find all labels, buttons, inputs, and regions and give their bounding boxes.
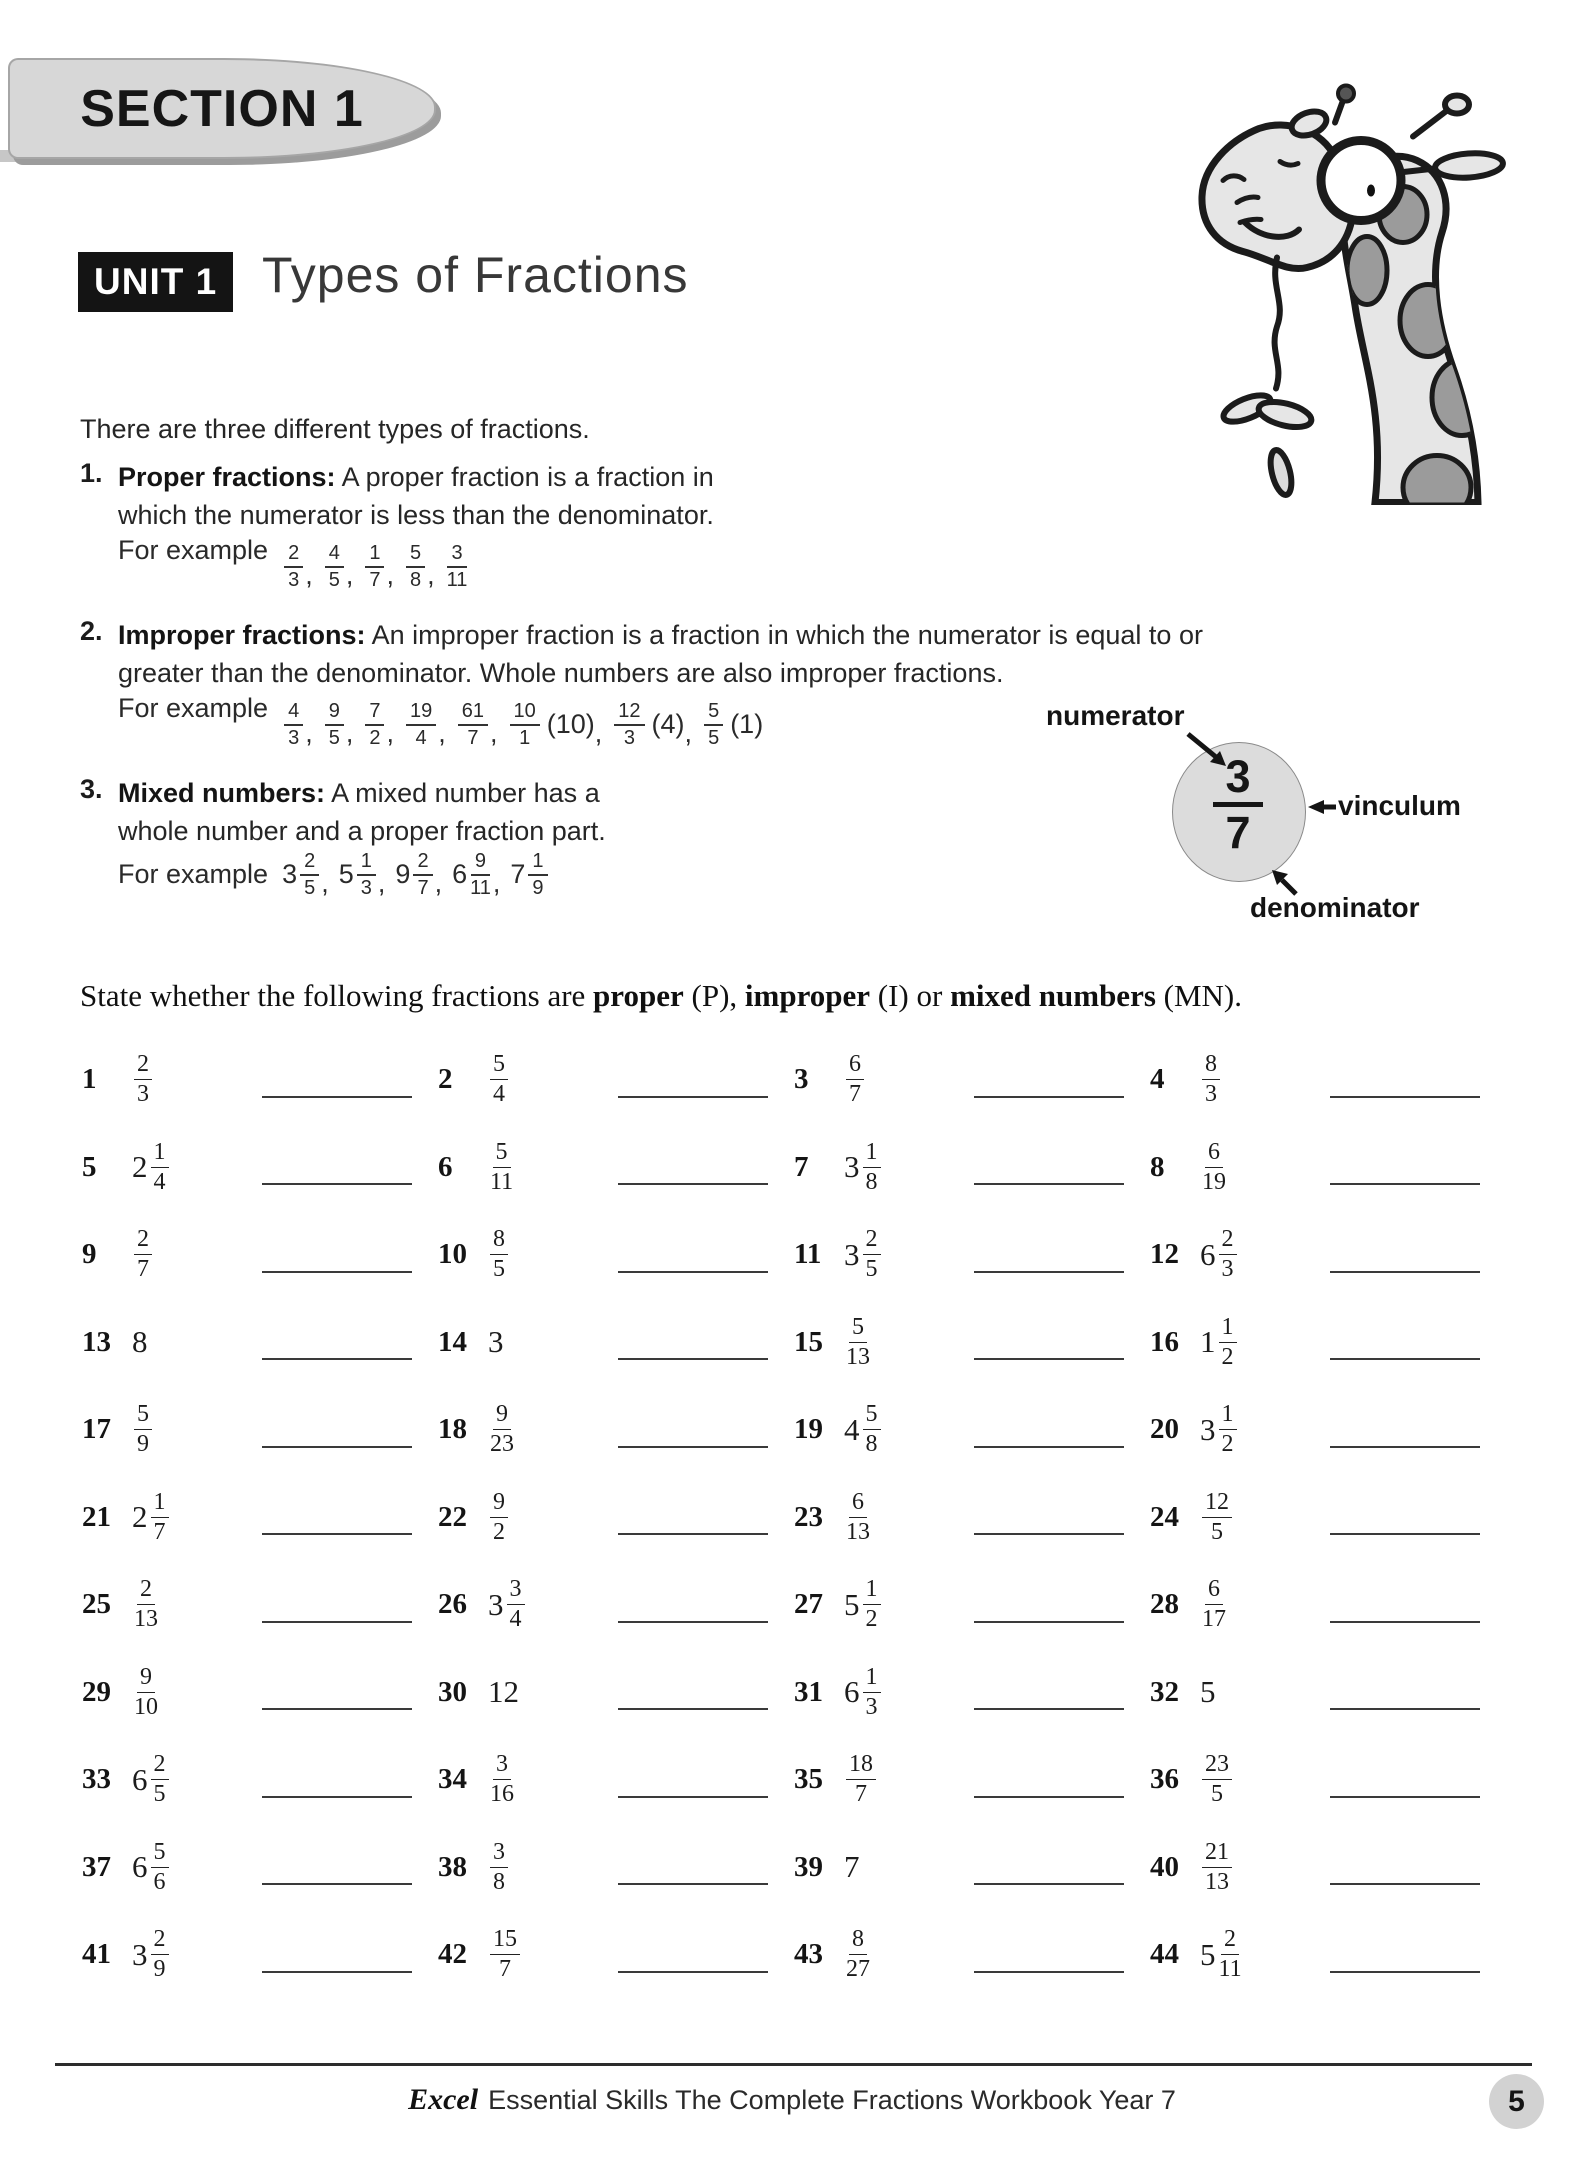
exercise-number: 42 [438,1938,467,1971]
exercise-fraction: $\frac{21}{13}$ [1200,1840,1296,1895]
exercise-number: 34 [438,1763,467,1796]
exercise-number: 32 [1150,1675,1179,1708]
exercise-item [438,1840,794,1895]
exercise-number: 37 [82,1850,111,1883]
numerator-label: numerator [1046,700,1185,731]
giraffe-illustration [1185,60,1565,505]
exercise-instruction: State whether the following fractions are proper (P), improper (I) or mixed numbers (MN). [80,978,1243,1013]
exercise-fraction: 3 $\frac{1}{2}$ [1200,1402,1296,1457]
exercise-number: 31 [794,1675,823,1708]
type-examples [118,851,663,899]
exercise-number: 22 [438,1500,467,1533]
exercise-item [1150,1402,1506,1457]
exercise-item [82,1052,438,1107]
exercise-fraction: 12 [488,1674,519,1710]
answer-blank[interactable] [1330,1096,1480,1098]
exercise-number: 9 [82,1238,97,1271]
answer-blank[interactable] [974,1533,1124,1535]
page-number-badge: 5 [1489,2074,1544,2129]
answer-blank[interactable] [262,1971,412,1973]
answer-blank[interactable] [1330,1358,1480,1360]
exercise-fraction: 3 $\frac{3}{4}$ [488,1577,584,1632]
exercise-item [82,1665,438,1720]
exercise-number: 25 [82,1588,111,1621]
exercise-number: 39 [794,1850,823,1883]
example-fraction: $\frac{3}{11}$ [446,541,468,591]
exercise-fraction: 8 [132,1324,148,1360]
answer-blank[interactable] [974,1796,1124,1798]
answer-blank[interactable] [262,1096,412,1098]
exercise-number: 21 [82,1500,111,1533]
footer-divider [55,2063,1532,2066]
type-description: Proper fractions: A proper fraction is a fraction in which the numerator is less than the denominator. [118,462,714,531]
answer-blank[interactable] [974,1096,1124,1098]
exercise-number: 24 [1150,1500,1179,1533]
exercise-fraction: 6 $\frac{2}{5}$ [132,1752,228,1807]
exercise-number: 18 [438,1413,467,1446]
exercise-fraction: $\frac{5}{4}$ [488,1052,584,1107]
exercise-item [1150,1490,1506,1545]
exercise-item [794,1752,1150,1807]
exercise-number: 6 [438,1150,453,1183]
brand-logo: Excel [408,2083,479,2116]
exercise-fraction: $\frac{6}{13}$ [846,1488,870,1545]
answer-blank[interactable] [974,1271,1124,1273]
section-banner [8,58,436,159]
exercise-item [438,1402,794,1457]
exercise-item [438,1490,794,1545]
type-block-mixed [80,774,663,899]
list-number: 3. [80,774,103,804]
exercise-fraction: $\frac{2}{7}$ [132,1227,228,1282]
exercise-item [1150,1577,1506,1632]
exercise-item [1150,1315,1506,1370]
exercise-item [794,1927,1150,1982]
exercise-fraction: $\frac{18}{7}$ [844,1752,940,1807]
answer-blank[interactable] [1330,1271,1480,1273]
answer-blank[interactable] [262,1883,412,1885]
exercise-fraction: $\frac{5}{13}$ [846,1313,870,1370]
exercise-number: 11 [794,1238,822,1271]
answer-blank[interactable] [262,1183,412,1185]
exercise-item [794,1052,1150,1107]
denominator-label: denominator [1250,892,1420,923]
exercise-fraction: $\frac{3}{16}$ [490,1751,514,1808]
exercise-item [1150,1140,1506,1195]
exercise-item [1150,1227,1506,1282]
exercise-item [794,1140,1150,1195]
exercise-fraction: 2 $\frac{1}{7}$ [132,1490,228,1545]
example-fraction: $\frac{5}{8}$ , [404,543,445,591]
answer-blank[interactable] [618,1971,768,1973]
exercise-item [794,1577,1150,1632]
answer-blank[interactable] [618,1358,768,1360]
answer-blank[interactable] [974,1358,1124,1360]
answer-blank[interactable] [974,1708,1124,1710]
example-fraction: $\frac{1}{7}$ , [363,543,404,591]
exercise-fraction: 3 $\frac{1}{8}$ [844,1140,940,1195]
exercise-item [82,1324,438,1360]
exercise-fraction: $\frac{9}{23}$ [490,1401,514,1458]
type-lead: Improper fractions: [118,620,366,650]
exercise-fraction: 3 $\frac{2}{9}$ [132,1927,228,1982]
exercise-number: 15 [794,1325,823,1358]
exercise-item [82,1490,438,1545]
exercise-fraction: $\frac{2}{13}$ [134,1576,158,1633]
example-fraction: $\frac{9}{5}$ , [323,701,364,749]
exercise-item [1150,1840,1506,1895]
exercise-number: 38 [438,1850,467,1883]
exercise-item [794,1227,1150,1282]
type-description: Mixed numbers: A mixed number has a whole number and a proper fraction part. [118,778,606,847]
example-fraction: $\frac{61}{7}$ , [456,701,508,749]
exercise-fraction: $\frac{8}{3}$ [1200,1052,1296,1107]
exercise-number: 33 [82,1763,111,1796]
exercise-fraction: $\frac{2}{3}$ [132,1052,228,1107]
list-number: 1. [80,458,103,488]
example-fraction: $\frac{4}{3}$ , [282,701,323,749]
exercise-number: 16 [1150,1325,1179,1358]
exercise-number: 14 [438,1325,467,1358]
exercise-number: 27 [794,1588,823,1621]
exercise-fraction: 6 $\frac{1}{3}$ [844,1665,940,1720]
exercise-item [82,1577,438,1632]
footer-title: Excel Essential Skills The Complete Fractions Workbook Year 7 [408,2083,1176,2116]
exercise-grid [82,1036,1506,1999]
exercise-fraction: $\frac{6}{19}$ [1202,1138,1226,1195]
exercise-item [1150,1674,1506,1710]
exercise-fraction: 3 $\frac{2}{5}$ [844,1227,940,1282]
answer-blank[interactable] [1330,1533,1480,1535]
exercise-fraction: $\frac{5}{9}$ [132,1402,228,1457]
exercise-number: 12 [1150,1238,1179,1271]
exercise-number: 19 [794,1413,823,1446]
exercise-item [438,1324,794,1360]
exercise-item [82,1840,438,1895]
exercise-item [794,1849,1150,1885]
answer-blank[interactable] [974,1183,1124,1185]
exercise-number: 29 [82,1675,111,1708]
exercise-number: 36 [1150,1763,1179,1796]
exercise-fraction: $\frac{15}{7}$ [488,1927,584,1982]
exercise-number: 8 [1150,1150,1165,1183]
example-fraction: 9 $\frac{2}{7}$ , [395,849,443,899]
unit-title: Types of Fractions [262,247,689,303]
example-label: For example [118,859,269,890]
exercise-number: 2 [438,1063,453,1096]
answer-blank[interactable] [1330,1971,1480,1973]
exercise-number: 10 [438,1238,467,1271]
intro-text: There are three different types of fractions. [80,414,590,444]
exercise-item [438,1577,794,1632]
exercise-number: 20 [1150,1413,1179,1446]
example-fraction: $\frac{2}{3}$ , [282,543,323,591]
type-examples [118,535,718,591]
example-fraction: $\frac{10}{1}$ (10) , [508,701,613,749]
diagram-numerator-value: 3 [1225,751,1251,802]
vinculum-label: vinculum [1338,790,1461,821]
exercise-item [82,1227,438,1282]
answer-blank[interactable] [618,1183,768,1185]
exercise-fraction: $\frac{6}{17}$ [1202,1576,1226,1633]
exercise-number: 5 [82,1150,97,1183]
unit-badge: UNIT 1 [78,252,233,312]
answer-blank[interactable] [1330,1183,1480,1185]
exercise-fraction: 5 $\frac{2}{11}$ [1200,1926,1242,1983]
answer-blank[interactable] [974,1621,1124,1623]
answer-blank[interactable] [618,1096,768,1098]
example-fraction: 3 $\frac{2}{5}$ , [282,849,329,899]
exercise-fraction: 6 $\frac{2}{3}$ [1200,1227,1296,1282]
section-title: SECTION 1 [80,79,364,138]
exercise-fraction: $\frac{23}{5}$ [1200,1752,1296,1807]
answer-blank[interactable] [618,1883,768,1885]
exercise-fraction: $\frac{8}{5}$ [488,1227,584,1282]
example-label: For example [118,692,269,723]
exercise-fraction: 6 $\frac{5}{6}$ [132,1840,228,1895]
exercise-number: 28 [1150,1588,1179,1621]
type-block-proper [80,458,718,591]
example-fraction: 7 $\frac{1}{9}$ [510,851,549,899]
type-lead: Mixed numbers: [118,778,326,808]
example-fraction: 6 $\frac{9}{11}$ , [452,849,501,899]
exercise-item [438,1674,794,1710]
exercise-item [794,1490,1150,1545]
answer-blank[interactable] [262,1708,412,1710]
example-fraction: $\frac{7}{2}$ , [363,701,404,749]
exercise-item [1150,1927,1506,1982]
example-fraction: $\frac{5}{5}$ (1) [702,701,763,749]
answer-blank[interactable] [974,1446,1124,1448]
exercise-item [438,1752,794,1807]
type-lead: Proper fractions: [118,462,336,492]
exercise-number: 43 [794,1938,823,1971]
answer-blank[interactable] [1330,1446,1480,1448]
answer-blank[interactable] [1330,1708,1480,1710]
answer-blank[interactable] [1330,1883,1480,1885]
answer-blank[interactable] [618,1796,768,1798]
list-number: 2. [80,616,103,646]
exercise-number: 44 [1150,1938,1179,1971]
answer-blank[interactable] [262,1271,412,1273]
exercise-fraction: 7 [844,1849,860,1885]
exercise-number: 4 [1150,1063,1165,1096]
answer-blank[interactable] [1330,1796,1480,1798]
diagram-denominator-value: 7 [1225,807,1251,858]
example-fraction: $\frac{19}{4}$ , [404,701,456,749]
exercise-item [82,1927,438,1982]
exercise-number: 30 [438,1675,467,1708]
exercise-number: 7 [794,1150,809,1183]
exercise-item [82,1140,438,1195]
answer-blank[interactable] [618,1271,768,1273]
exercise-fraction: $\frac{9}{2}$ [488,1490,584,1545]
exercise-fraction: $\frac{6}{7}$ [844,1052,940,1107]
exercise-fraction: 3 [488,1324,504,1360]
example-label: For example [118,534,269,565]
diagram-arrows [1020,688,1520,943]
exercise-number: 13 [82,1325,111,1358]
exercise-item [82,1402,438,1457]
example-fraction: 5 $\frac{1}{3}$ , [338,849,386,899]
exercise-item [794,1402,1150,1457]
answer-blank[interactable] [262,1446,412,1448]
answer-blank[interactable] [262,1533,412,1535]
exercise-fraction: $\frac{3}{8}$ [488,1840,584,1895]
exercise-number: 1 [82,1063,97,1096]
exercise-number: 23 [794,1500,823,1533]
answer-blank[interactable] [974,1883,1124,1885]
answer-blank[interactable] [618,1621,768,1623]
exercise-fraction: 2 $\frac{1}{4}$ [132,1140,228,1195]
exercise-item [438,1227,794,1282]
exercise-item [82,1752,438,1807]
exercise-item [794,1665,1150,1720]
answer-blank[interactable] [618,1708,768,1710]
answer-blank[interactable] [618,1533,768,1535]
answer-blank[interactable] [262,1796,412,1798]
exercise-number: 26 [438,1588,467,1621]
exercise-fraction: 5 $\frac{1}{2}$ [844,1577,940,1632]
exercise-item [438,1052,794,1107]
exercise-number: 3 [794,1063,809,1096]
answer-blank[interactable] [618,1446,768,1448]
answer-blank[interactable] [262,1621,412,1623]
type-description: Improper fractions: An improper fraction is a fraction in which the numerator is equal to or greater than the denominator. Whole numbers are also improper fractions. [118,620,1203,689]
exercise-item [1150,1752,1506,1807]
exercise-fraction: 5 [1200,1674,1216,1710]
answer-blank[interactable] [1330,1621,1480,1623]
exercise-number: 40 [1150,1850,1179,1883]
answer-blank[interactable] [262,1358,412,1360]
exercise-number: 41 [82,1938,111,1971]
exercise-item [438,1140,794,1195]
exercise-item [438,1927,794,1982]
exercise-number: 17 [82,1413,111,1446]
fraction-anatomy-diagram [1020,688,1520,943]
example-fraction: $\frac{12}{3}$ (4) , [612,701,702,749]
exercise-fraction: 4 $\frac{5}{8}$ [844,1402,940,1457]
example-fraction: $\frac{4}{5}$ , [323,543,364,591]
exercise-number: 35 [794,1763,823,1796]
exercise-fraction: $\frac{9}{10}$ [134,1663,158,1720]
exercise-fraction: $\frac{8}{27}$ [846,1926,870,1983]
answer-blank[interactable] [974,1971,1124,1973]
exercise-fraction: 1 $\frac{1}{2}$ [1200,1315,1296,1370]
exercise-fraction: $\frac{12}{5}$ [1200,1490,1296,1545]
exercise-item [1150,1052,1506,1107]
exercise-item [794,1315,1150,1370]
exercise-fraction: $\frac{5}{11}$ [490,1138,514,1195]
